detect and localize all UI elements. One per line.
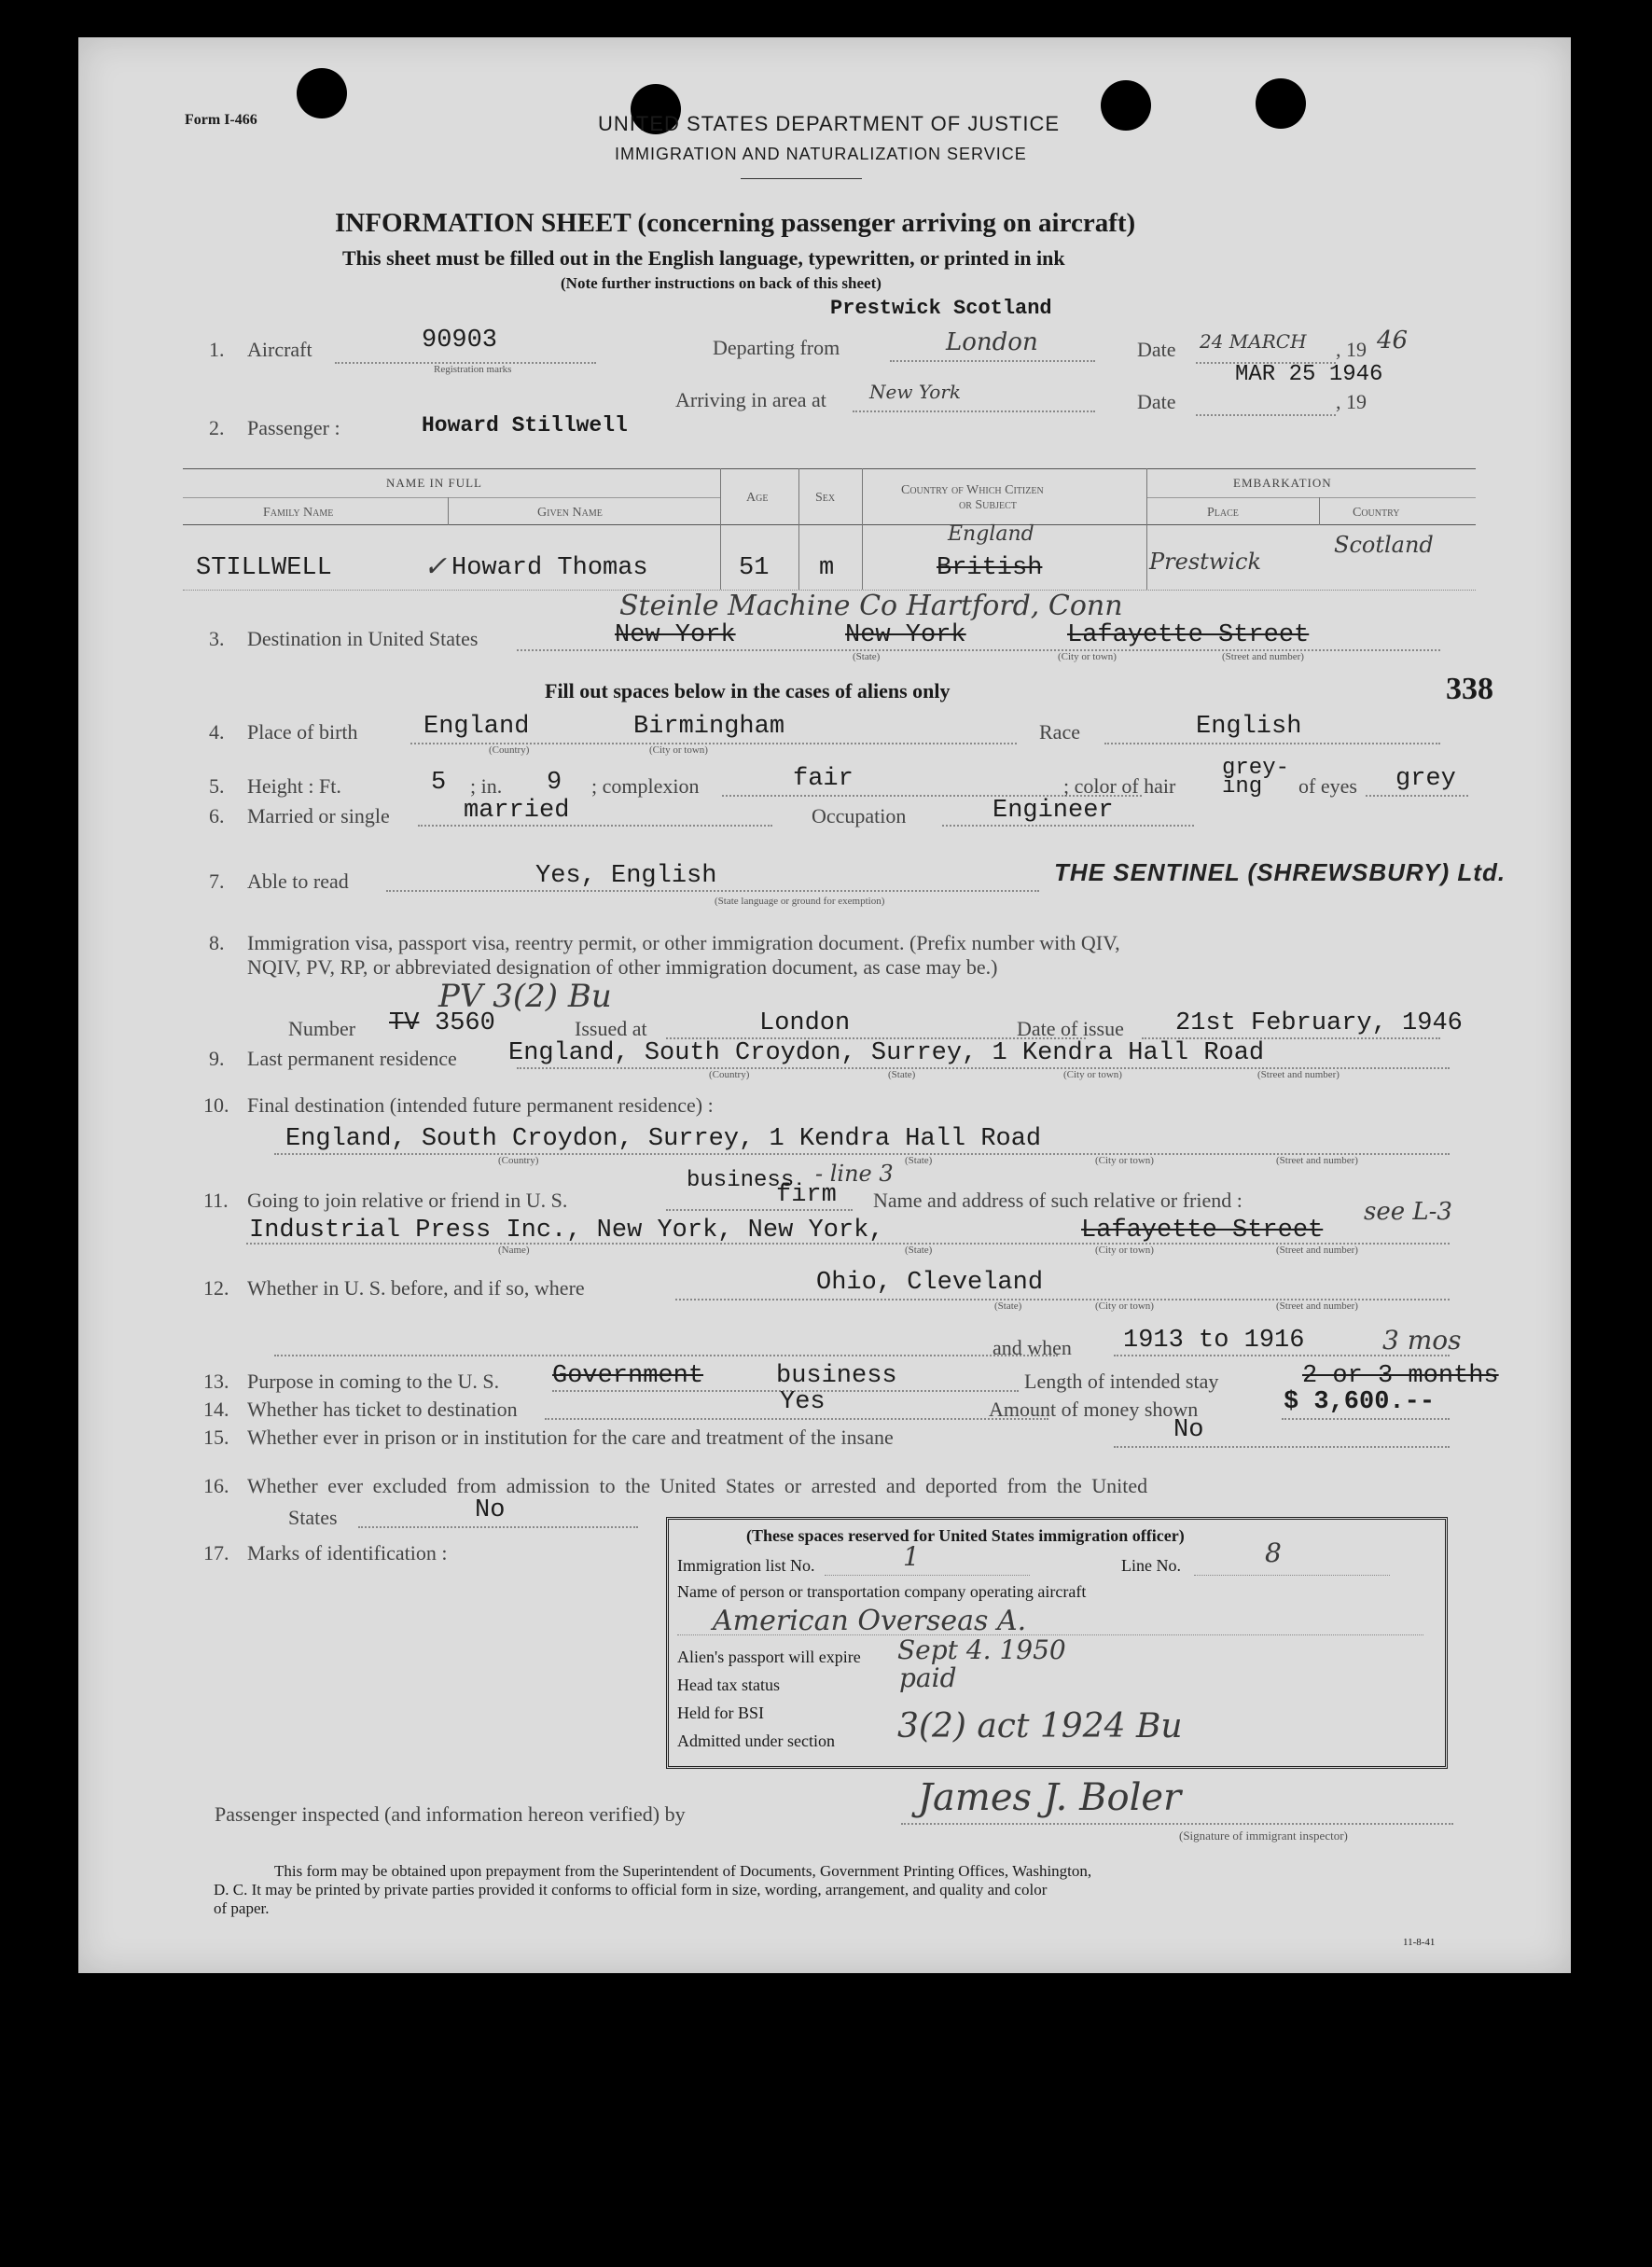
col-citizen: Country of Which Citizen <box>901 483 1044 497</box>
before-value: Ohio, Cleveland <box>816 1269 1044 1297</box>
final-dest-value: England, South Croydon, Surrey, 1 Kendra Hall Road <box>285 1125 1042 1153</box>
year-prefix: , 19 <box>1336 338 1367 361</box>
list-no-label: Immigration list No. <box>677 1556 815 1575</box>
item-number: 2. <box>209 416 225 439</box>
sub-label: (State) <box>905 1245 933 1256</box>
destination-label: Destination in United States <box>247 627 479 650</box>
visa-date-label: Date of issue <box>1017 1017 1124 1040</box>
eyes-label: of eyes <box>1298 774 1357 798</box>
sub-label: (Country) <box>498 1155 539 1166</box>
departing-label: Departing from <box>713 336 840 359</box>
sub-label: (City or town) <box>1063 1069 1122 1080</box>
line-no-value: 8 <box>1265 1537 1282 1568</box>
aircraft-sub: Registration marks <box>434 364 512 375</box>
col-sex: Sex <box>815 491 836 505</box>
item-number: 6. <box>209 804 225 828</box>
sub-label: (Country) <box>489 744 530 756</box>
stay-value: 2 or 3 months <box>1302 1362 1499 1390</box>
read-value: Yes, English <box>535 862 717 890</box>
sub-label: (Name) <box>498 1245 530 1256</box>
excluded-value: No <box>475 1496 506 1524</box>
money-value: $ 3,600.-- <box>1284 1388 1436 1416</box>
passenger-value: Howard Stillwell <box>422 413 628 438</box>
list-no-value: 1 <box>903 1541 920 1572</box>
visa-text-1: Immigration visa, passport visa, reentry permit, or other immigration document. (Prefix number with QIV, <box>247 931 1120 954</box>
before-hand: 3 mos <box>1382 1325 1462 1356</box>
passport-label: Alien's passport will expire <box>677 1648 861 1666</box>
bsi-label: Held for BSI <box>677 1704 764 1722</box>
footer-line-2: D. C. It may be printed by private parties provided it conforms to official form in size, wording, arrangement, and quality and color <box>214 1881 1048 1898</box>
join-value: Industrial Press Inc., New York, New York, <box>249 1217 884 1245</box>
table-top-rule <box>183 468 1476 469</box>
height-ft: 5 <box>431 769 447 797</box>
item-number: 12. <box>203 1276 229 1300</box>
sub-label: (Street and number) <box>1222 651 1304 662</box>
purpose-label: Purpose in coming to the U. S. <box>247 1370 500 1393</box>
visa-hand: PV 3(2) Bu <box>438 978 612 1015</box>
item-number: 4. <box>209 720 225 744</box>
join-typed-inline: firm <box>776 1181 837 1209</box>
footer-code: 11-8-41 <box>1403 1937 1436 1948</box>
row-citizen: British <box>937 554 1043 582</box>
height-label: Height : Ft. <box>247 774 341 798</box>
inspected-sub: (Signature of immigrant inspector) <box>1179 1829 1348 1843</box>
arriving-label: Arriving in area at <box>675 388 826 411</box>
table-header-rule <box>183 524 1476 525</box>
ticket-value: Yes <box>780 1388 826 1416</box>
married-value: married <box>464 797 570 825</box>
departure-stamp: Prestwick Scotland <box>830 297 1052 320</box>
form-subtitle: This sheet must be filled out in the English language, typewritten, or printed in ink <box>342 246 1065 270</box>
date-label: Date <box>1137 338 1176 361</box>
before-when-label: and when <box>993 1336 1072 1359</box>
hair-value: grey- ing <box>1222 756 1290 800</box>
sub-label: (State) <box>888 1069 916 1080</box>
prison-value: No <box>1173 1416 1204 1444</box>
ticket-label: Whether has ticket to destination <box>247 1398 518 1421</box>
join-label: Going to join relative or friend in U. S. <box>247 1189 568 1212</box>
item-number: 11. <box>203 1189 229 1212</box>
sub-label: (Street and number) <box>1276 1155 1358 1166</box>
sub-label: (City or town) <box>1095 1155 1154 1166</box>
tax-label: Head tax status <box>677 1676 780 1694</box>
height-in-label: ; in. <box>470 774 503 798</box>
agency-name: UNITED STATES DEPARTMENT OF JUSTICE <box>598 112 1061 135</box>
read-sub: (State language or ground for exemption) <box>715 896 885 907</box>
item-number: 7. <box>209 869 225 893</box>
excluded-label-2: States <box>288 1506 338 1529</box>
aircraft-label: Aircraft <box>247 338 312 361</box>
punch-hole <box>1101 80 1151 131</box>
join-label-2: Name and address of such relative or friend : <box>873 1189 1242 1212</box>
row-citizen-hand: England <box>948 522 1034 546</box>
sub-label: (City or town) <box>649 744 708 756</box>
item-number: 15. <box>203 1426 229 1449</box>
purpose-struck: Government <box>552 1362 704 1390</box>
page-number: 338 <box>1446 672 1493 706</box>
arrival-year-prefix: , 19 <box>1336 390 1367 413</box>
item-number: 10. <box>203 1093 229 1117</box>
passport-value: Sept 4. 1950 <box>897 1634 1066 1665</box>
height-in: 9 <box>547 769 562 797</box>
residence-label: Last permanent residence <box>247 1047 457 1070</box>
item-number: 5. <box>209 774 225 798</box>
admitted-label: Admitted under section <box>677 1732 835 1750</box>
purpose-value: business <box>776 1362 897 1390</box>
operator-value: American Overseas A. <box>713 1605 1027 1637</box>
married-label: Married or single <box>247 804 390 828</box>
departing-value: London <box>946 328 1038 356</box>
row-place-hand: Prestwick <box>1149 549 1261 575</box>
agency-service: IMMIGRATION AND NATURALIZATION SERVICE <box>615 145 1027 163</box>
hair-label: ; color of hair <box>1063 774 1176 798</box>
before-label: Whether in U. S. before, and if so, where <box>247 1276 585 1300</box>
check-mark: ✓ <box>423 550 448 583</box>
sub-label: (Country) <box>709 1069 750 1080</box>
money-label: Amount of money shown <box>989 1398 1199 1421</box>
sub-label: (City or town) <box>1058 651 1117 662</box>
visa-text-2: NQIV, PV, RP, or abbreviated designation of other immigration document, as case may be.) <box>247 955 998 979</box>
occupation-value: Engineer <box>993 797 1114 825</box>
row-sex: m <box>819 554 835 582</box>
item-number: 16. <box>203 1474 229 1497</box>
year-value: 46 <box>1377 327 1409 355</box>
race-label: Race <box>1039 720 1080 744</box>
col-embarkation: EMBARKATION <box>1233 476 1332 490</box>
item-number: 13. <box>203 1370 229 1393</box>
sub-label: (State) <box>853 651 881 662</box>
before-when: 1913 to 1916 <box>1123 1327 1305 1355</box>
occupation-label: Occupation <box>812 804 907 828</box>
item-number: 8. <box>209 931 225 954</box>
join-street: Lafayette Street <box>1081 1217 1324 1245</box>
officer-box-header: (These spaces reserved for United States immigration officer) <box>746 1526 1185 1545</box>
visa-number-label: Number <box>288 1017 356 1040</box>
destination-street: Lafayette Street <box>1067 621 1310 649</box>
admitted-value: 3(2) act 1924 Bu <box>897 1707 1183 1745</box>
destination-hand: Steinle Machine Co Hartford, Conn <box>619 590 1123 622</box>
arriving-value: New York <box>869 381 961 403</box>
footer-line-3: of paper. <box>214 1899 270 1917</box>
inspector-signature: James J. Boler <box>918 1776 1182 1819</box>
arrival-stamp: MAR 25 1946 <box>1235 362 1383 387</box>
birth-country: England <box>423 713 530 741</box>
visa-issued-label: Issued at <box>575 1017 647 1040</box>
complexion-label: ; complexion <box>591 774 700 798</box>
col-family-name: Family Name <box>263 506 334 520</box>
residence-value: England, South Croydon, Surrey, 1 Kendra Hall Road <box>508 1039 1265 1067</box>
birth-city: Birmingham <box>633 713 785 741</box>
read-label: Able to read <box>247 869 349 893</box>
sub-label: (State) <box>905 1155 933 1166</box>
eyes-value: grey <box>1395 765 1456 793</box>
marks-label: Marks of identification : <box>247 1541 448 1565</box>
join-hand-above: - line 3 <box>815 1161 894 1187</box>
row-country-hand: Scotland <box>1334 532 1434 558</box>
item-number: 17. <box>203 1541 229 1565</box>
complexion-value: fair <box>793 765 854 793</box>
form-number: Form I-466 <box>185 112 257 128</box>
join-typed-above: business <box>687 1168 795 1193</box>
row-given-name: Howard Thomas <box>451 554 648 582</box>
arrival-date-label: Date <box>1137 390 1176 413</box>
aliens-header: Fill out spaces below in the cases of aliens only <box>545 679 951 702</box>
punch-hole <box>1256 78 1306 129</box>
item-number: 14. <box>203 1398 229 1421</box>
passenger-label: Passenger : <box>247 416 340 439</box>
visa-number: 3560 <box>435 1009 495 1037</box>
aircraft-value: 90903 <box>422 327 498 355</box>
stay-label: Length of intended stay <box>1024 1370 1219 1393</box>
col-place: Place <box>1207 506 1239 520</box>
operator-label: Name of person or transportation company operating aircraft <box>677 1582 1087 1601</box>
tax-value: paid <box>899 1662 957 1693</box>
item-number: 3. <box>209 627 225 650</box>
inspected-label: Passenger inspected (and information hereon verified) by <box>215 1802 686 1826</box>
birth-label: Place of birth <box>247 720 358 744</box>
sub-label: (State) <box>994 1300 1022 1312</box>
visa-date: 21st February, 1946 <box>1175 1009 1463 1037</box>
row-family-name: STILLWELL <box>196 554 332 582</box>
col-given-name: Given Name <box>537 506 603 520</box>
row-age: 51 <box>739 554 770 582</box>
footer-line-1: This form may be obtained upon prepayment from the Superintendent of Documents, Government Printing Offices, Washington, <box>274 1862 1092 1880</box>
punch-hole <box>297 68 347 118</box>
sub-label: (City or town) <box>1095 1245 1154 1256</box>
sub-label: (City or town) <box>1095 1300 1154 1312</box>
destination-state: New York <box>615 621 736 649</box>
col-citizen-2: or Subject <box>959 498 1017 512</box>
prison-label: Whether ever in prison or in institution for the care and treatment of the insane <box>247 1426 894 1449</box>
race-value: English <box>1196 713 1302 741</box>
sub-label: (Street and number) <box>1276 1300 1358 1312</box>
sub-label: (Street and number) <box>1257 1069 1340 1080</box>
join-hand: see L-3 <box>1364 1198 1452 1226</box>
col-name-in-full: NAME IN FULL <box>386 476 482 490</box>
excluded-label-1: Whether ever excluded from admission to the United States or arrested and deported from the United <box>247 1474 1148 1497</box>
destination-city: New York <box>845 621 966 649</box>
visa-number-struck: TV <box>389 1009 420 1037</box>
item-number: 9. <box>209 1047 225 1070</box>
col-age: Age <box>746 491 769 505</box>
read-hand: THE SENTINEL (SHREWSBURY) Ltd. <box>1054 858 1506 886</box>
col-country: Country <box>1353 506 1400 520</box>
form-title: INFORMATION SHEET (concerning passenger arriving on aircraft) <box>335 208 1136 238</box>
form-note: (Note further instructions on back of this sheet) <box>561 274 882 292</box>
date-value: 24 MARCH <box>1200 330 1307 353</box>
item-number: 1. <box>209 338 225 361</box>
visa-issued: London <box>759 1009 851 1037</box>
header-rule <box>741 178 862 179</box>
sub-label: (Street and number) <box>1276 1245 1358 1256</box>
final-dest-label: Final destination (intended future permanent residence) : <box>247 1093 714 1117</box>
line-no-label: Line No. <box>1121 1556 1181 1575</box>
form-sheet <box>78 37 1571 1973</box>
